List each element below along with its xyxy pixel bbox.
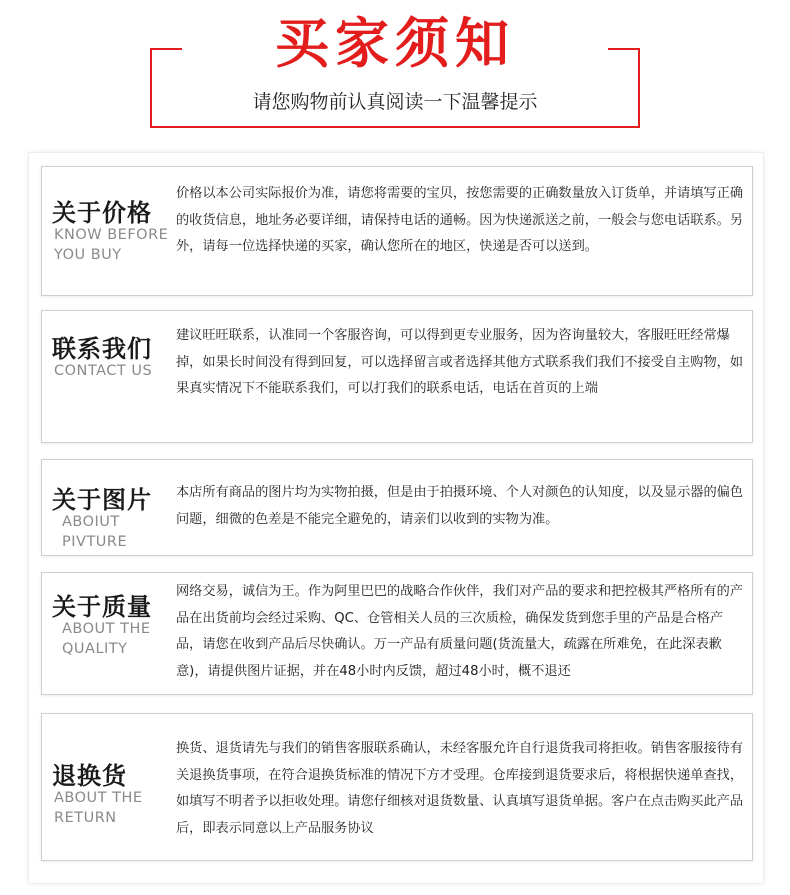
section-contact <box>41 310 753 443</box>
section-subtitle: CONTACT US <box>54 363 153 379</box>
section-subtitle: KNOW BEFORE YOU BUY <box>54 227 169 263</box>
section-subtitle: ABOUT THE QUALITY <box>62 621 151 657</box>
section-content: 网络交易，诚信为王。作为阿里巴巴的战略合作伙伴，我们对产品的要求和把控极其严格所有的产品在出货前均会经过采购、QC、仓管相关人员的三次质检，确保发货到您手里的产品是合格产品，请您在收到产品后尽快确认。万一产品有质量问题(货流量大，疏露在所难免，在此深表歉意)，请提供图片证据，并在48小时内反馈，超过48小时，概不退还 <box>176 584 744 679</box>
section-content: 换货、退货请先与我们的销售客服联系确认，未经客服允许自行退货我司将拒收。销售客服接待有关退换货事项，在符合退换货标准的情况下方才受理。仓库接到退货要求后，将根据快递单查找，如填写不明者予以拒收处理。请您仔细核对退货数量、认真填写退货单据。客户在点击购买此产品后，即表示同意以上产品服务协议 <box>176 741 744 836</box>
section-title: 关于价格 <box>52 199 152 227</box>
section-subtitle: ABOIUT PIVTURE <box>62 514 128 550</box>
section-return <box>41 713 753 861</box>
section-content: 本店所有商品的图片均为实物拍摄，但是由于拍摄环境、个人对颜色的认知度，以及显示器的偏色问题，细微的色差是不能完全避免的，请亲们以收到的实物为准。 <box>176 485 744 527</box>
section-subtitle: ABOUT THE RETURN <box>54 790 143 826</box>
section-price <box>41 166 753 296</box>
frame-line-bottom <box>150 126 640 128</box>
section-title: 联系我们 <box>52 335 152 363</box>
section-content: 建议旺旺联系，认准同一个客服咨询，可以得到更专业服务，因为咨询量较大，客服旺旺经常爆掉，如果长时间没有得到回复，可以选择留言或者选择其他方式联系我们我们不接受自主购物，如果真实情况下不能联系我们，可以打我们的联系电话，电话在首页的上端 <box>176 328 744 396</box>
notice-panel <box>28 152 764 884</box>
page-title: 买家须知 <box>275 12 515 75</box>
section-title: 退换货 <box>52 762 127 790</box>
page-subtitle: 请您购物前认真阅读一下温馨提示 <box>252 91 538 113</box>
section-quality <box>41 572 753 695</box>
section-title: 关于质量 <box>52 593 152 621</box>
section-pictures <box>41 459 753 556</box>
section-title: 关于图片 <box>52 486 152 514</box>
header <box>0 0 790 140</box>
section-content: 价格以本公司实际报价为准，请您将需要的宝贝，按您需要的正确数量放入订货单，并请填写正确的收货信息，地址务必要详细，请保持电话的通畅。因为快递派送之前，一般会与您电话联系。另外，请每一位选择快递的买家，确认您所在的地区，快递是否可以送到。 <box>176 186 744 254</box>
